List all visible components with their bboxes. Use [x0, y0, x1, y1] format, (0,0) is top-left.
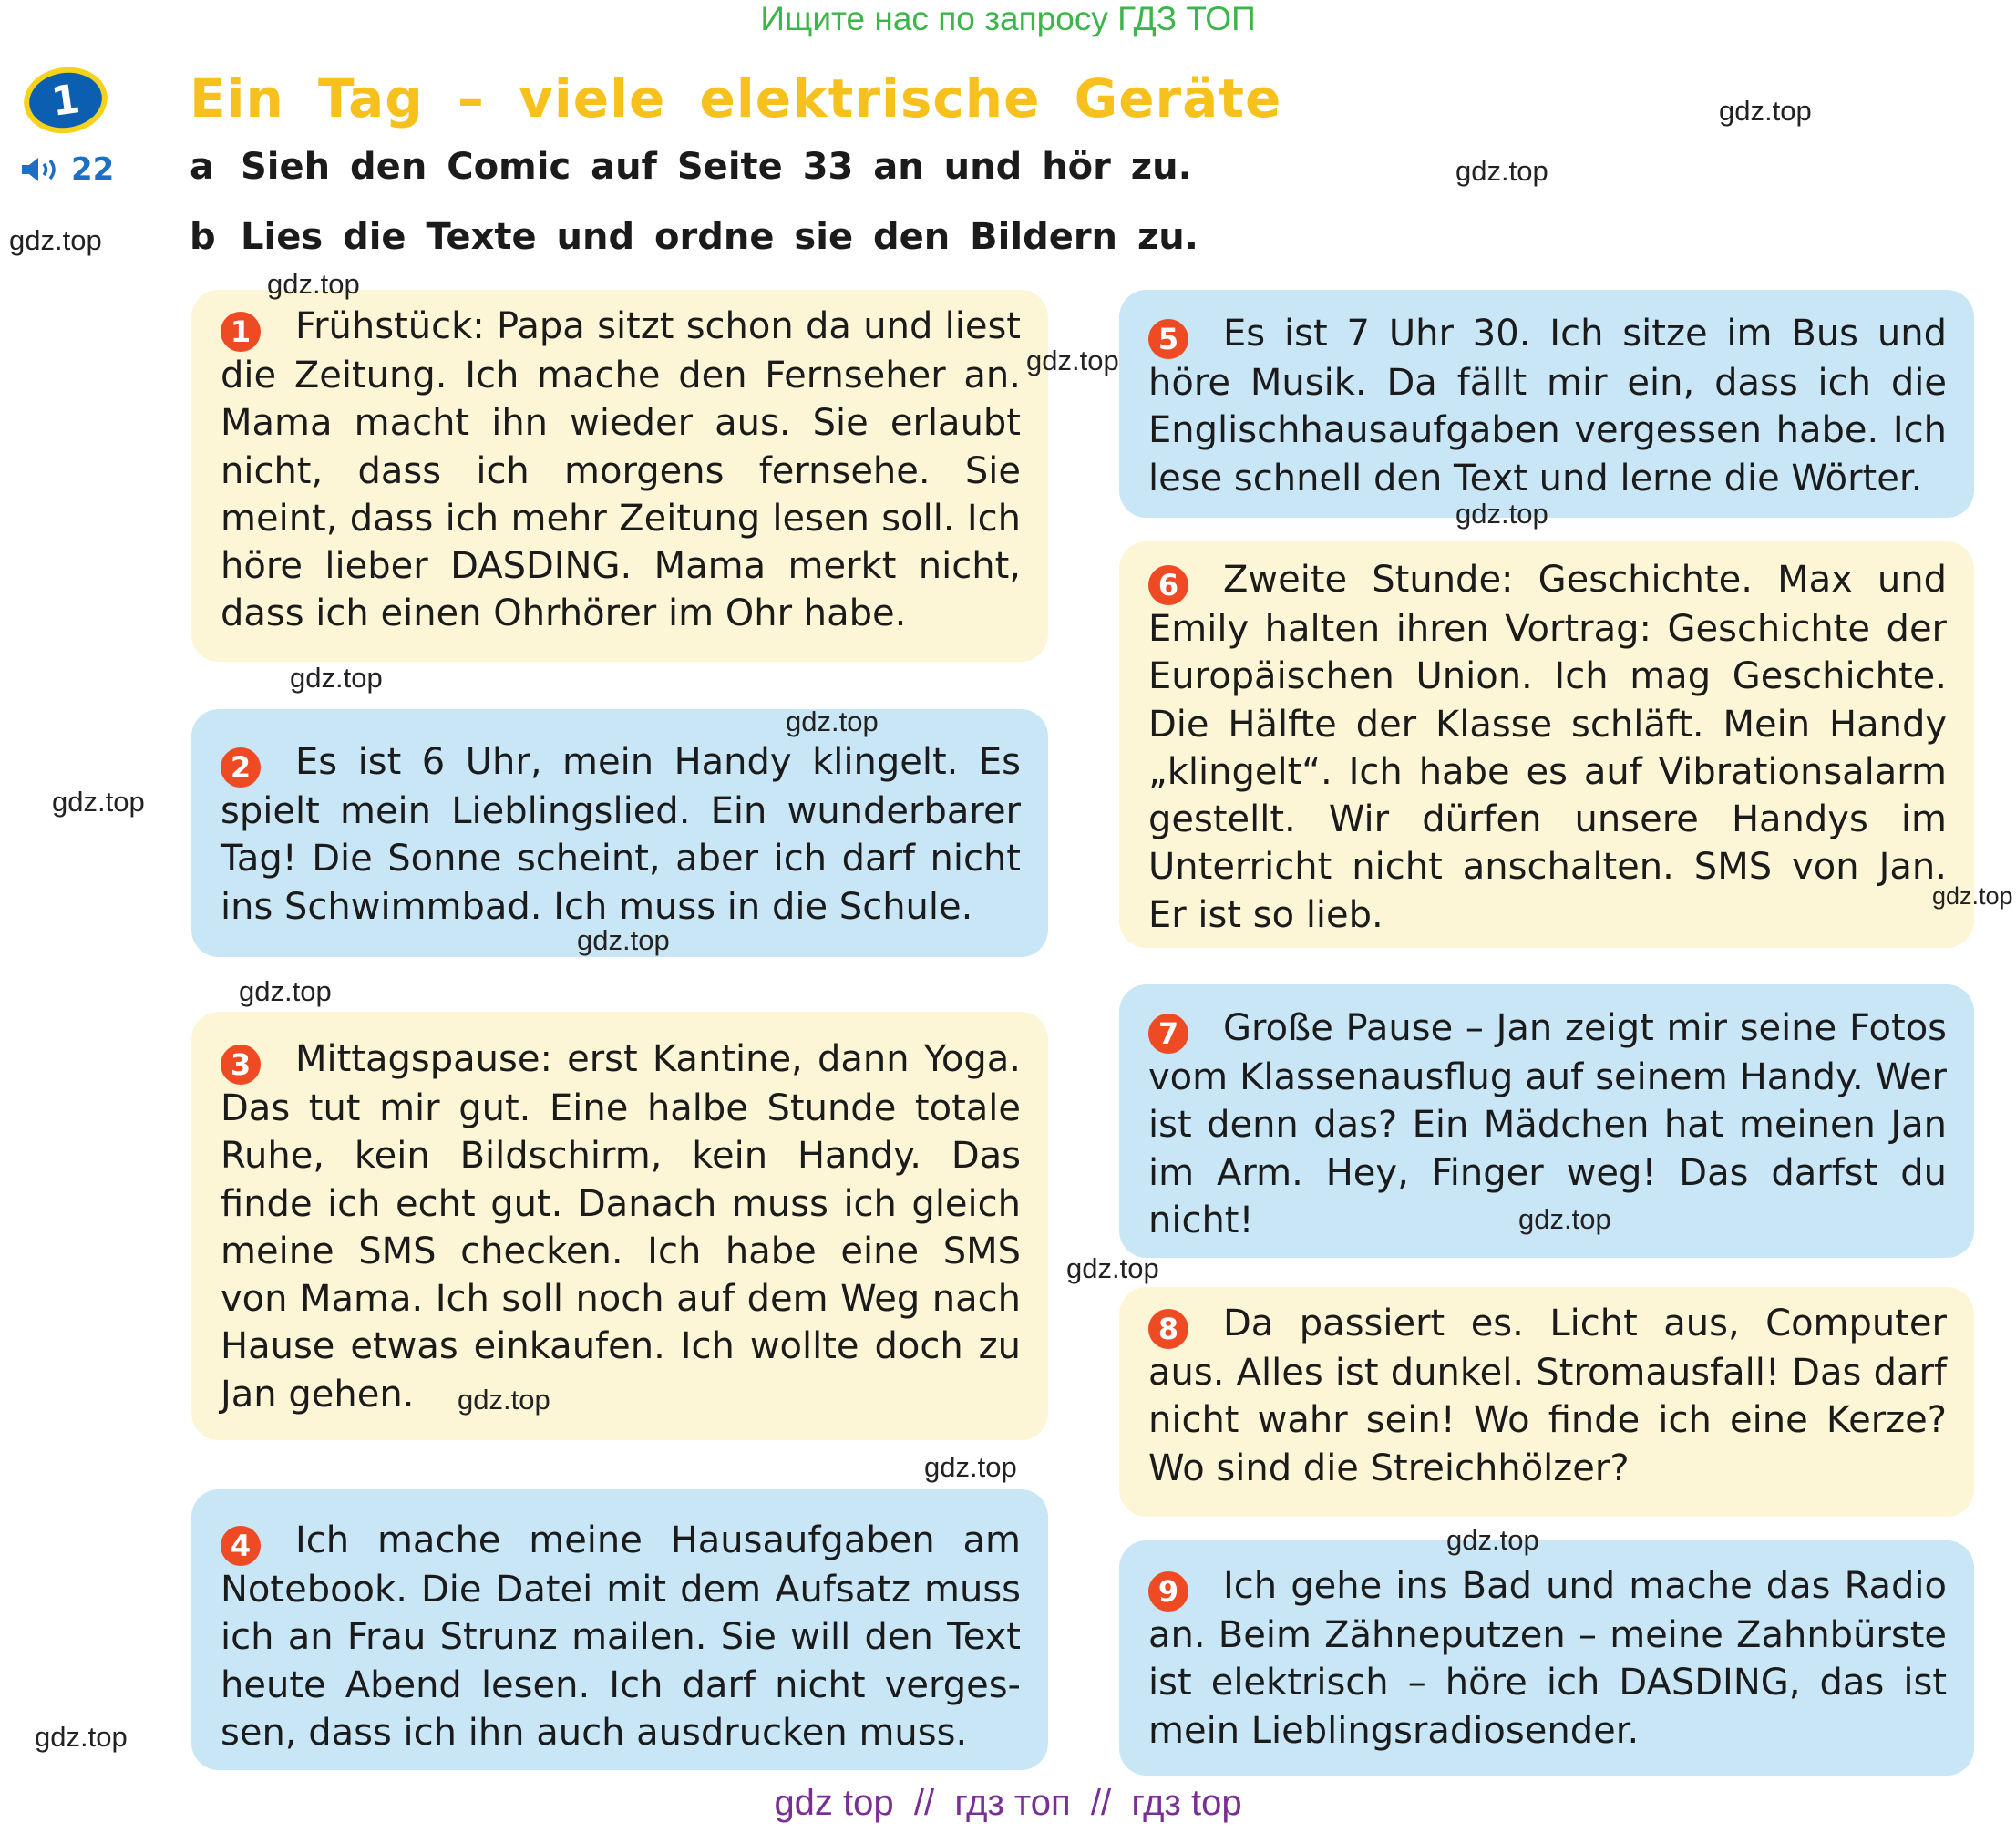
number-badge: 5	[1148, 319, 1188, 359]
watermark: gdz.top	[9, 224, 102, 256]
top-banner: Ищите нас по запросу ГДЗ ТОП	[760, 0, 1256, 37]
panel-text: Ich mache meine Hausaufgaben am Notebook. Die Datei mit dem Aufsatz muss ich an Frau Strunz mailen. Sie will den Text heute Abend lesen. Ich darf nicht verges-sen, dass ich ihn auch ausdrucken muss.	[221, 1519, 1021, 1754]
number-badge: 4	[221, 1526, 261, 1566]
watermark: gdz.top	[1518, 1203, 1611, 1235]
number-badge: 3	[221, 1045, 261, 1085]
panel-text: Es ist 7 Uhr 30. Ich sitze im Bus und höre Musik. Da fällt mir ein, dass ich die Englischhausaufgaben vergessen habe. Ich lese schnell den Text und lerne die Wörter.	[1148, 313, 1947, 499]
watermark: gdz.top	[458, 1384, 550, 1416]
panel-text: Mittagspause: erst Kantine, dann Yoga. Das tut mir gut. Eine halbe Stunde totale Ruhe, kein Bildschirm, kein Handy. Das finde ich echt gut. Danach muss ich gleich meine SMS checken. Ich habe eine SMS von Mama. Ich soll noch auf dem Weg nach Hause etwas einkaufen. Ich wollte doch zu Jan gehen.	[221, 1038, 1021, 1416]
watermark: gdz.top	[1932, 882, 2013, 910]
instruction-b	[190, 216, 1198, 258]
watermark: gdz.top	[924, 1451, 1017, 1483]
text-panel-9	[1119, 1540, 1974, 1776]
watermark: gdz.top	[577, 924, 670, 956]
watermark: gdz.top	[52, 786, 145, 818]
watermark: gdz.top	[267, 268, 360, 300]
watermark: gdz.top	[1455, 498, 1548, 530]
text-panel-5	[1119, 290, 1974, 518]
panel-text: Ich gehe ins Bad und mache das Radio an. Beim Zähneputzen – meine Zahnbürste ist elektrisch – höre ich DASDING, das ist mein Lieblingsradiosender.	[1148, 1565, 1947, 1752]
watermark: gdz.top	[786, 705, 879, 737]
text-panel-2	[191, 709, 1048, 957]
audio-reference	[20, 151, 114, 188]
instruction-letter: b	[190, 216, 216, 258]
watermark: gdz.top	[1455, 155, 1548, 187]
bottom-banner	[0, 1783, 2016, 1824]
number-badge: 7	[1148, 1014, 1188, 1054]
instruction-letter: a	[190, 146, 214, 188]
number-badge: 9	[1148, 1571, 1188, 1612]
panel-text: Frühstück: Papa sitzt schon da und liest die Zeitung. Ich mache den Fernseher an. Mama macht ihn wieder aus. Sie erlaubt nicht, dass ich morgens fernsehe. Sie meint, dass ich mehr Zeitung lesen soll. Ich höre lieber DASDING. Mama merkt nicht, dass ich einen Ohrhörer im Ohr habe.	[221, 305, 1021, 635]
page-title: Ein Tag – viele elektrische Geräte	[190, 67, 1282, 129]
instruction-text: Lies die Texte und ordne sie den Bildern zu.	[241, 216, 1198, 258]
instruction-a	[190, 146, 1192, 188]
text-panel-3	[191, 1012, 1048, 1440]
speaker-icon	[20, 155, 66, 184]
watermark: gdz.top	[239, 975, 332, 1007]
number-badge: 2	[221, 747, 261, 788]
audio-track-number: 22	[71, 151, 115, 188]
exercise-number-badge: 1	[19, 62, 111, 139]
text-panel-8	[1119, 1287, 1974, 1517]
text-panel-1	[191, 290, 1048, 662]
panel-text: Große Pause – Jan zeigt mir seine Fotos vom Klassenausflug auf seinem Handy. Wer ist denn das? Ein Mädchen hat meinen Jan im Arm. Hey, Finger weg! Das darfst du nicht!	[1148, 1007, 1947, 1241]
watermark: gdz.top	[35, 1721, 128, 1753]
watermark: gdz.top	[1446, 1524, 1539, 1556]
instruction-text: Sieh den Comic auf Seite 33 an und hör zu.	[241, 146, 1192, 188]
panel-text: Zweite Stunde: Geschichte. Max und Emily halten ihren Vortrag: Geschichte der Europäischen Union. Ich mag Geschichte. Die Hälfte der Klasse schläft. Mein Handy „klingelt“. Ich habe es auf Vibrationsalarm gestellt. Wir dürfen unsere Handys im Unterricht nicht anschalten. SMS von Jan. Er ist so lieb.	[1148, 559, 1947, 936]
bottom-banner-text: gdz top // гдз топ // гдз top	[774, 1783, 1242, 1823]
watermark: gdz.top	[1066, 1252, 1159, 1284]
number-badge: 8	[1148, 1309, 1188, 1349]
watermark: gdz.top	[1026, 345, 1119, 376]
text-panel-6	[1119, 541, 1974, 948]
panel-text: Es ist 6 Uhr, mein Handy klingelt. Es spielt mein Lieblingslied. Ein wunderbarer Tag! Die Sonne scheint, aber ich darf nicht ins Schwimmbad. Ich muss in die Schule.	[221, 741, 1021, 928]
panel-text: Da passiert es. Licht aus, Computer aus. Alles ist dunkel. Stromausfall! Das darf nicht wahr sein! Wo finde ich eine Kerze? Wo sind die Streichhölzer?	[1148, 1303, 1947, 1489]
text-panel-4	[191, 1489, 1048, 1770]
number-badge: 6	[1148, 565, 1188, 605]
watermark: gdz.top	[290, 662, 383, 694]
watermark: gdz.top	[1719, 95, 1812, 127]
number-badge: 1	[221, 312, 261, 352]
